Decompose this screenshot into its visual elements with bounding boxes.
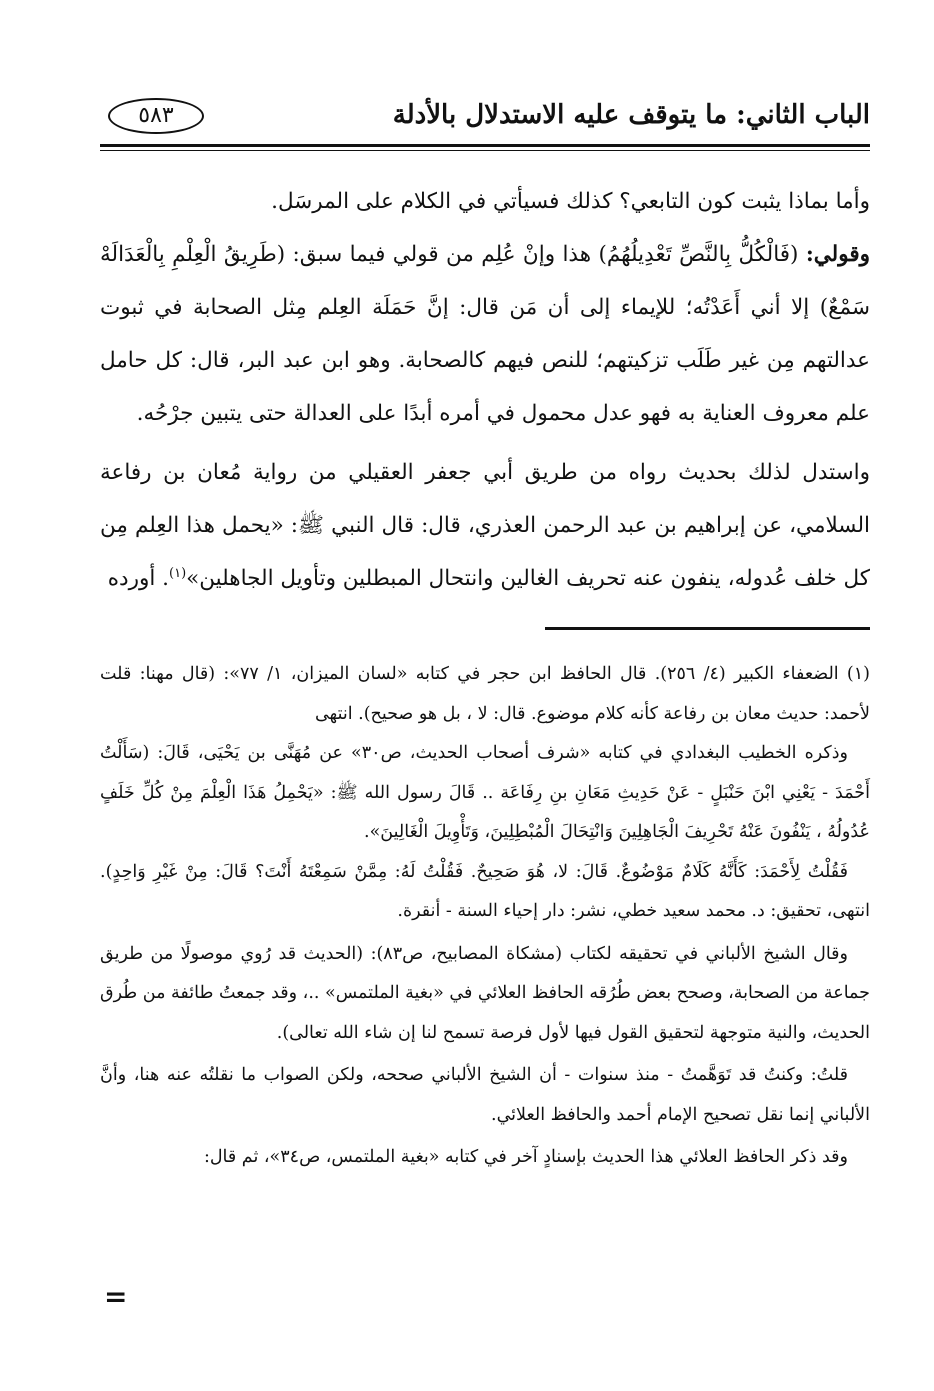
paragraph-2-text: (فَالْكُلُّ بِالنَّصِّ تَعْدِيلُهُمُ) هذا وإنْ عُلِم من قولي فيما سبق: (طَرِيقُ الْعِلْمِ بِالْعَدَالَهْ سَمْعٌ) إلا أني أَعَدْتُه؛ للإيماء إلى أن مَن قال: إنَّ حَمَلَة العِلم مِثل الصحابة في ثبوت عدالتهم مِن غير طَلَب تزكيتهم؛ للنص فيهم كالصحابة. وهو ابن عبد البر، قال: كل حامل علم معروف العناية به فهو عدل محمول في أمره أبدًا على العدالة حتى يتبين جرْحُه. [100,242,870,426]
main-text [100,175,870,605]
page-header [100,92,870,142]
footnote-para-2: وذكره الخطيب البغدادي في كتابه «شرف أصحاب الحديث، ص٣٠» عن مُهَنَّى بن يَحْيَى، قَالَ: (سَأَلْتُ أَحْمَدَ - يَعْنِي ابْنَ حَنْبَلٍ - عَنْ حَدِيثِ مَعَانِ بنِ رِفَاعَة .. قَالَ رسول الله ﷺ: «يَحْمِلُ هَذَا الْعِلْمَ مِنْ كُلِّ خَلَفٍ عُدُولُهُ ، يَنْفُونَ عَنْهُ تَحْرِيفَ الْجَاهِلِينَ وَانْتِحَالَ الْمُبْطِلِينَ، وَتَأْوِيلَ الْغَالِينَ». [100,743,870,842]
paragraph-2-lead: وقولي: [805,242,870,267]
paragraph-3 [100,446,870,605]
footnote-1: (١) الضعفاء الكبير (٤/ ٢٥٦). قال الحافظ ابن حجر في كتابه «لسان الميزان، ١/ ٧٧»: (قال مهنا: قلت لأحمد: حديث معان بن رفاعة كأنه كلام موضوع. قال: لا ، بل هو صحيح). انتهى [100,664,870,724]
paragraph-3-tail: . أورده [107,566,169,591]
header-rule-thin [100,150,870,151]
page-number: ٥٨٣ [108,98,204,134]
continuation-mark: = [104,1280,128,1313]
footnote-para-4: وقال الشيخ الألباني في تحقيقه لكتاب (مشكاة المصابيح، ص٨٣): (الحديث قد رُوي موصولًا من طريق جماعة من الصحابة، وصحح بعض طُرُقه الحافظ العلائي في «بغية الملتمس» ..، وقد جمعتُ طائفة من طُرق الحديث، والنية متوجهة لتحقيق القول فيها لأول فرصة تسمح لنا إن شاء الله تعالى). [100,943,870,1043]
footnote-separator [545,627,870,630]
header-rule-thick [100,144,870,147]
paragraph-1: وأما بماذا يثبت كون التابعي؟ كذلك فسيأتي في الكلام على المرسَل. [271,189,870,214]
paragraph-2 [100,228,870,440]
footnote-para-6: وقد ذكر الحافظ العلائي هذا الحديث بإسنادٍ آخر في كتابه «بغية الملتمس، ص٣٤»، ثم قال: [203,1147,848,1167]
footnote-para-3: فَقُلْتُ لِأَحْمَدَ: كَأَنَّهُ كَلَامٌ مَوْضُوعٌ. قَالَ: لا، هُوَ صَحِيحٌ. فَقُلْتُ لَهُ: مِمَّنْ سَمِعْتَهُ أَنْتَ؟ قَالَ: مِنْ غَيْرِ وَاحِدٍ). انتهى، تحقيق: د. محمد سعيد خطي، نشر: دار إحياء السنة - أنقرة. [100,861,870,921]
paragraph-3-text: واستدل لذلك بحديث رواه من طريق أبي جعفر العقيلي من رواية مُعان بن رفاعة السلامي، عن إبراهيم بن عبد الرحمن العذري، قال: قال النبي ﷺ: «يحمل هذا العِلم مِن كل خلف عُدوله، ينفون عنه تحريف الغالين وانتحال المبطلين وتأويل الجاهلين» [100,460,870,591]
chapter-title: الباب الثاني: ما يتوقف عليه الاستدلال بالأدلة [392,100,870,130]
footnote-ref-1: (١) [169,565,187,581]
footnotes [100,655,870,1178]
footnote-para-5: قلتُ: وكنتُ قد تَوَهَّمتُ - منذ سنوات - أن الشيخ الألباني صححه، ولكن الصواب ما نقلتُه عنه هنا، وأنَّ الألباني إنما نقل تصحيح الإمام أحمد والحافظ العلائي. [100,1065,870,1125]
